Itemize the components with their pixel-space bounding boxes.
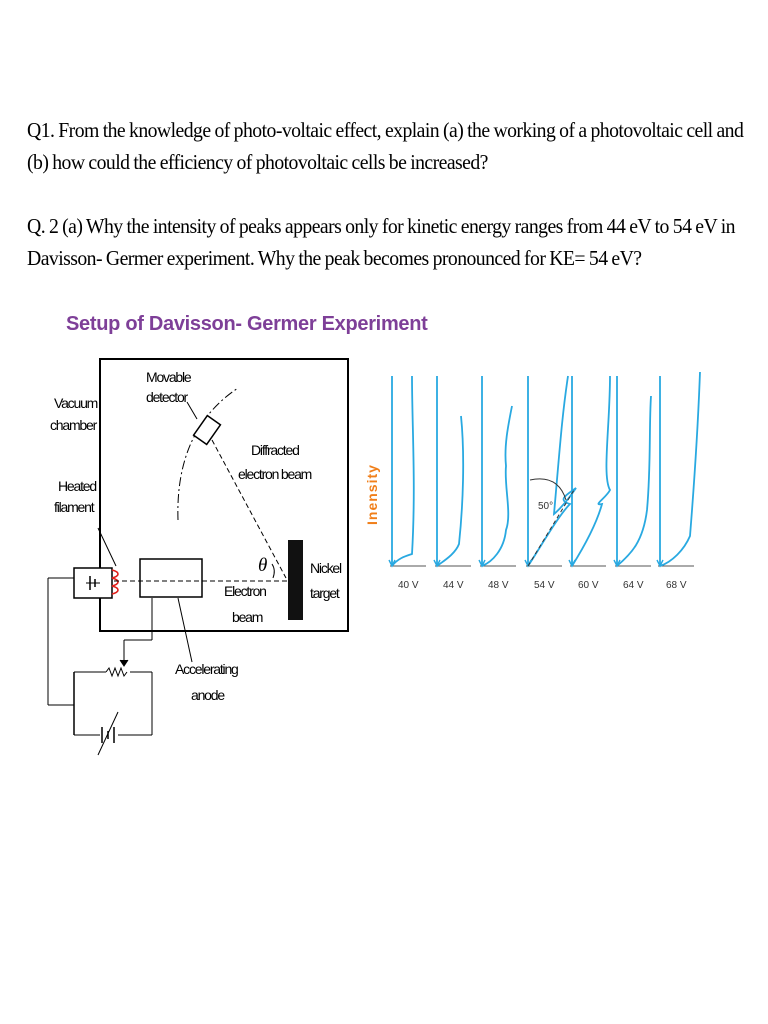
- y-axis-label: Inensity: [364, 464, 380, 525]
- x-tick-label: 54 V: [534, 580, 555, 591]
- variable-arrow: [98, 712, 118, 755]
- x-tick-label: 48 V: [488, 580, 509, 591]
- label-chamber: chamber: [50, 417, 97, 433]
- intensity-curve-68v: [660, 372, 700, 566]
- label-diffracted: Diffracted: [251, 442, 299, 458]
- question-2: Q. 2 (a) Why the intensity of peaks appears only for kinetic energy ranges from 44 eV to 54 eV in Davisson- Germer experiment. Why the peak becomes pronounced for KE= 54 eV?: [27, 214, 735, 270]
- theta-symbol: θ: [258, 555, 268, 576]
- intensity-curve-40v: [392, 376, 414, 566]
- intensity-curve-44v: [437, 376, 463, 566]
- intensity-curve-54v: [528, 376, 576, 566]
- label-nickel: Nickel: [310, 560, 341, 576]
- x-tick-label: 44 V: [443, 580, 464, 591]
- x-tick-label: 68 V: [666, 580, 687, 591]
- label-target: target: [310, 585, 339, 601]
- movable-detector: [194, 416, 221, 445]
- apparatus-diagram: [48, 359, 348, 755]
- label-detector: detector: [146, 389, 187, 405]
- intensity-chart: [364, 372, 700, 591]
- label-heated: Heated: [58, 478, 96, 494]
- label-electron: Electron: [224, 583, 266, 599]
- x-tick-label: 64 V: [623, 580, 644, 591]
- label-anode: anode: [191, 687, 224, 703]
- diffracted-beam-line: [212, 440, 286, 578]
- resistor: [106, 668, 127, 676]
- intensity-curve-60v: [572, 376, 610, 566]
- x-tick-label: 40 V: [398, 580, 419, 591]
- theta-arc: [272, 564, 274, 578]
- detector-stem: [187, 402, 197, 419]
- label-accelerating: Accelerating: [175, 661, 238, 677]
- label-electron-beam-diffracted: electron beam: [238, 466, 312, 482]
- detector-arc: [178, 388, 238, 520]
- diagram-title: Setup of Davisson- Germer Experiment: [66, 313, 428, 335]
- question-1: Q1. From the knowledge of photo-voltaic effect, explain (a) the working of a photovoltaic cell and (b) how could the efficiency of photovoltaic cells be increased?: [27, 118, 744, 174]
- angle-arc: [530, 479, 566, 500]
- nickel-target: [288, 540, 303, 620]
- accelerating-anode: [140, 559, 202, 597]
- tap-arrow: [120, 660, 128, 666]
- angle-annotation: 50°: [538, 501, 554, 512]
- intensity-curve-48v: [482, 376, 512, 566]
- label-filament: filament: [54, 499, 94, 515]
- heated-filament-coil: [112, 570, 118, 594]
- label-vacuum: Vacuum: [54, 395, 98, 411]
- x-tick-label: 60 V: [578, 580, 599, 591]
- label-beam: beam: [232, 609, 263, 625]
- intensity-curve-64v: [617, 376, 651, 566]
- label-movable: Movable: [146, 369, 191, 385]
